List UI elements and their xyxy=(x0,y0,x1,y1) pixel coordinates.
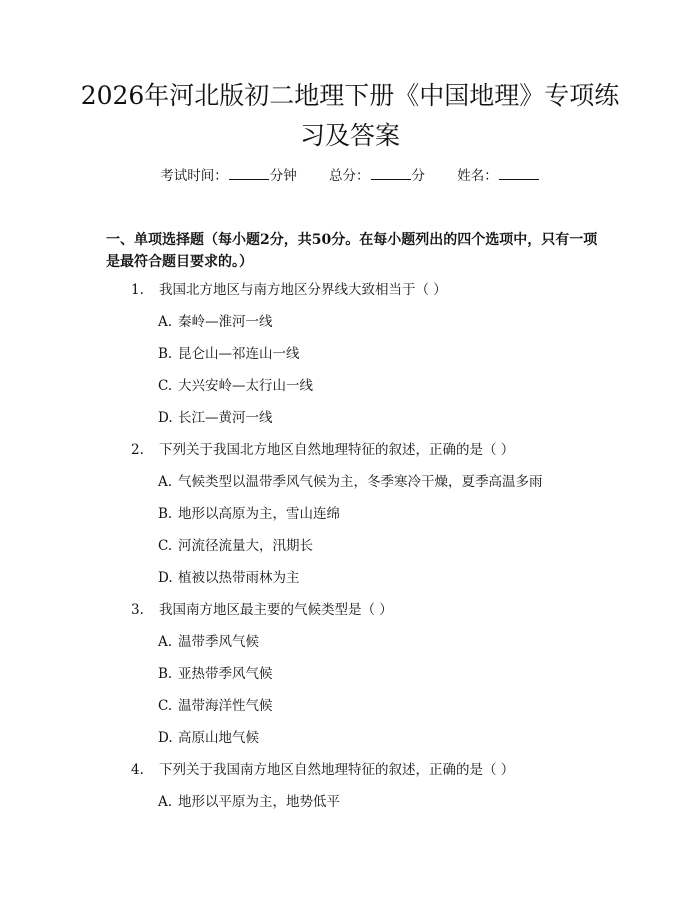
question-1 xyxy=(131,280,447,300)
question-1-option-d xyxy=(158,408,273,428)
option-text: 气候类型以温带季风气候为主，冬季寒冷干燥，夏季高温多雨 xyxy=(178,474,543,490)
option-text: 长江—黄河一线 xyxy=(178,410,273,426)
question-number: 3. xyxy=(131,602,144,618)
option-letter: B. xyxy=(158,506,173,522)
question-2-option-c xyxy=(158,536,313,556)
option-letter: A. xyxy=(158,794,173,810)
option-letter: C. xyxy=(158,538,173,554)
question-3 xyxy=(131,600,393,620)
option-text: 昆仑山—祁连山一线 xyxy=(178,346,300,362)
question-1-option-a xyxy=(158,312,273,332)
question-3-option-d xyxy=(158,728,259,748)
question-4-option-a xyxy=(158,792,340,812)
option-text: 高原山地气候 xyxy=(178,730,259,746)
question-1-option-b xyxy=(158,344,300,364)
question-2-option-b xyxy=(158,504,340,524)
question-2-option-d xyxy=(158,568,300,588)
question-3-option-c xyxy=(158,696,273,716)
option-letter: B. xyxy=(158,346,173,362)
section-heading: 一、单项选择题（每小题2分，共50分。在每小题列出的四个选项中，只有一项是最符合题目要求的。） xyxy=(106,232,598,270)
exam-time-field xyxy=(160,166,297,186)
document-title: 2026年河北版初二地理下册《中国地理》专项练习及答案 xyxy=(80,81,620,150)
option-letter: D. xyxy=(158,410,173,426)
question-3-option-b xyxy=(158,664,273,684)
option-text: 温带海洋性气候 xyxy=(178,698,273,714)
option-text: 地形以高原为主，雪山连绵 xyxy=(178,506,340,522)
option-letter: D. xyxy=(158,570,173,586)
option-text: 亚热带季风气候 xyxy=(178,666,273,682)
question-3-option-a xyxy=(158,632,259,652)
question-2 xyxy=(131,440,514,460)
question-number: 2. xyxy=(131,442,144,458)
option-text: 温带季风气候 xyxy=(178,634,259,650)
total-score-field xyxy=(329,166,425,186)
option-letter: C. xyxy=(158,698,173,714)
exam-info xyxy=(0,166,700,186)
question-2-option-a xyxy=(158,472,543,492)
option-text: 大兴安岭—太行山一线 xyxy=(178,378,313,394)
question-text: 我国南方地区最主要的气候类型是（ ） xyxy=(159,602,393,618)
question-1-option-c xyxy=(158,376,313,396)
question-text: 下列关于我国北方地区自然地理特征的叙述，正确的是（ ） xyxy=(159,442,515,458)
exam-time-label: 考试时间： xyxy=(160,168,228,184)
total-score-blank xyxy=(371,166,411,180)
name-blank xyxy=(499,166,539,180)
question-number: 1. xyxy=(131,282,144,298)
option-letter: D. xyxy=(158,730,173,746)
exam-time-unit: 分钟 xyxy=(269,168,297,184)
exam-time-blank xyxy=(229,166,269,180)
name-label: 姓名： xyxy=(457,168,498,184)
option-letter: A. xyxy=(158,634,173,650)
option-text: 河流径流量大，汛期长 xyxy=(178,538,313,554)
option-letter: A. xyxy=(158,474,173,490)
name-field xyxy=(457,166,540,186)
question-text: 我国北方地区与南方地区分界线大致相当于（ ） xyxy=(159,282,447,298)
total-score-unit: 分 xyxy=(411,168,425,184)
total-score-label: 总分： xyxy=(329,168,370,184)
option-letter: A. xyxy=(158,314,173,330)
question-4 xyxy=(131,760,514,780)
option-letter: B. xyxy=(158,666,173,682)
option-text: 地形以平原为主，地势低平 xyxy=(178,794,340,810)
option-letter: C. xyxy=(158,378,173,394)
question-number: 4. xyxy=(131,762,144,778)
option-text: 植被以热带雨林为主 xyxy=(178,570,300,586)
option-text: 秦岭—淮河一线 xyxy=(178,314,273,330)
question-text: 下列关于我国南方地区自然地理特征的叙述，正确的是（ ） xyxy=(159,762,515,778)
